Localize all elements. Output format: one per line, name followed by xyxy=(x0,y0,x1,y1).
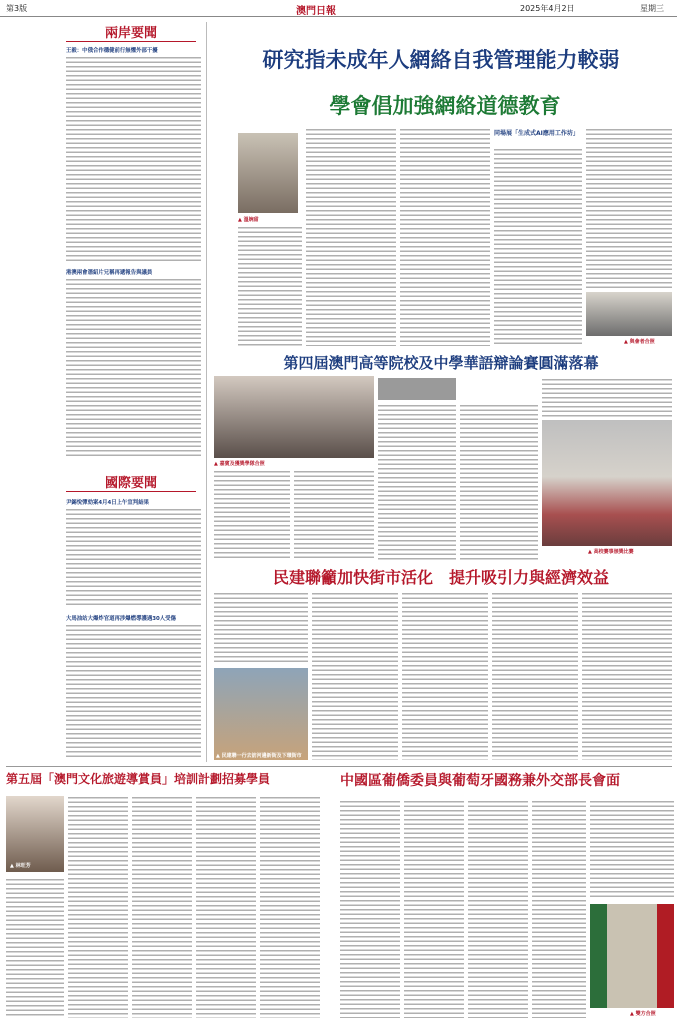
news-item-body xyxy=(66,56,201,262)
story-body xyxy=(214,470,290,560)
photo-caption: ▲ 雙方合照 xyxy=(630,1011,656,1017)
weekday: 星期三 xyxy=(640,4,664,13)
story-body xyxy=(468,800,528,1018)
story-body xyxy=(400,128,490,346)
divider xyxy=(6,766,672,767)
issue-date: 2025年4月2日 xyxy=(520,4,575,13)
story-body xyxy=(294,470,374,560)
photo-caption: ▲ 林旺芳 xyxy=(10,863,31,869)
news-item-title: 王毅：中俄合作穩健前行無懼外部干擾 xyxy=(66,48,158,54)
divider xyxy=(66,491,196,492)
page-number: 第3版 xyxy=(6,4,28,13)
story-body xyxy=(532,800,586,1018)
story-body xyxy=(404,800,464,1018)
main-headline: 研究指未成年人網絡自我管理能力較弱 xyxy=(262,48,620,72)
meeting-photo xyxy=(590,904,674,1008)
column-divider xyxy=(206,22,207,762)
story-body xyxy=(238,226,302,346)
news-item-body xyxy=(66,508,201,608)
portrait-photo xyxy=(6,796,64,872)
story-body xyxy=(68,796,128,1018)
group-photo xyxy=(586,292,672,336)
divider xyxy=(66,41,196,42)
photo-caption: ▲ 與會者合照 xyxy=(624,339,655,345)
story-body xyxy=(340,800,400,1018)
story-body xyxy=(492,592,578,760)
news-item-title: 港澳兩會憑紹片兄稱再遞報告與議員 xyxy=(66,270,153,276)
international-news-heading: 國際要聞 xyxy=(104,476,157,491)
event-photo xyxy=(378,378,456,400)
news-item-title: 大馬油站大爆炸官道再涉爆燃導護遇30人受傷 xyxy=(66,616,176,622)
story-headline: 中國區葡僑委員與葡萄牙國務兼外交部長會面 xyxy=(340,773,620,789)
story-body xyxy=(586,128,672,288)
story-subhead: 同場展「生成式AI應用工作坊」 xyxy=(494,130,579,137)
market-photo xyxy=(214,668,308,760)
story-body xyxy=(132,796,192,1018)
news-item-body xyxy=(66,624,201,758)
photo-caption: ▲ 高校賽事頒獎比賽 xyxy=(588,549,634,555)
group-photo xyxy=(214,376,374,458)
photo-caption: ▲ 民建聯一行去訪河邊新街及下環街市 xyxy=(216,753,302,759)
story-body xyxy=(378,404,456,560)
news-item-title: 尹錫悅彈劾案4月4日上午宣判結果 xyxy=(66,500,149,506)
story-body xyxy=(494,148,582,346)
main-subheadline: 學會倡加強網絡道德教育 xyxy=(329,94,561,118)
story-body xyxy=(542,378,672,418)
story-body xyxy=(582,592,672,760)
story-headline: 第四屆澳門高等院校及中學華語辯論賽圓滿落幕 xyxy=(283,354,599,372)
photo-caption: ▲ 嘉賓及獲獎學隊合照 xyxy=(214,461,265,467)
portrait-photo xyxy=(238,133,298,213)
story-body xyxy=(306,128,396,346)
story-body xyxy=(260,796,320,1018)
debate-photo xyxy=(542,420,672,546)
story-body xyxy=(590,800,674,900)
story-body xyxy=(6,878,64,1018)
story-headline: 民建聯籲加快街市活化 提升吸引力與經濟效益 xyxy=(272,568,609,587)
page-header xyxy=(0,0,677,17)
story-headline: 第五屆「澳門文化旅遊導賞員」培訓計劃招募學員 xyxy=(6,772,271,786)
story-body xyxy=(460,404,538,560)
photo-caption: ▲ 溫婉甜 xyxy=(238,217,259,223)
news-item-body xyxy=(66,278,201,456)
masthead-logo: 澳門日報 xyxy=(296,6,336,17)
story-body xyxy=(214,592,308,664)
story-body xyxy=(312,592,398,760)
cross-strait-news-heading: 兩岸要聞 xyxy=(104,26,157,41)
story-body xyxy=(196,796,256,1018)
story-body xyxy=(402,592,488,760)
